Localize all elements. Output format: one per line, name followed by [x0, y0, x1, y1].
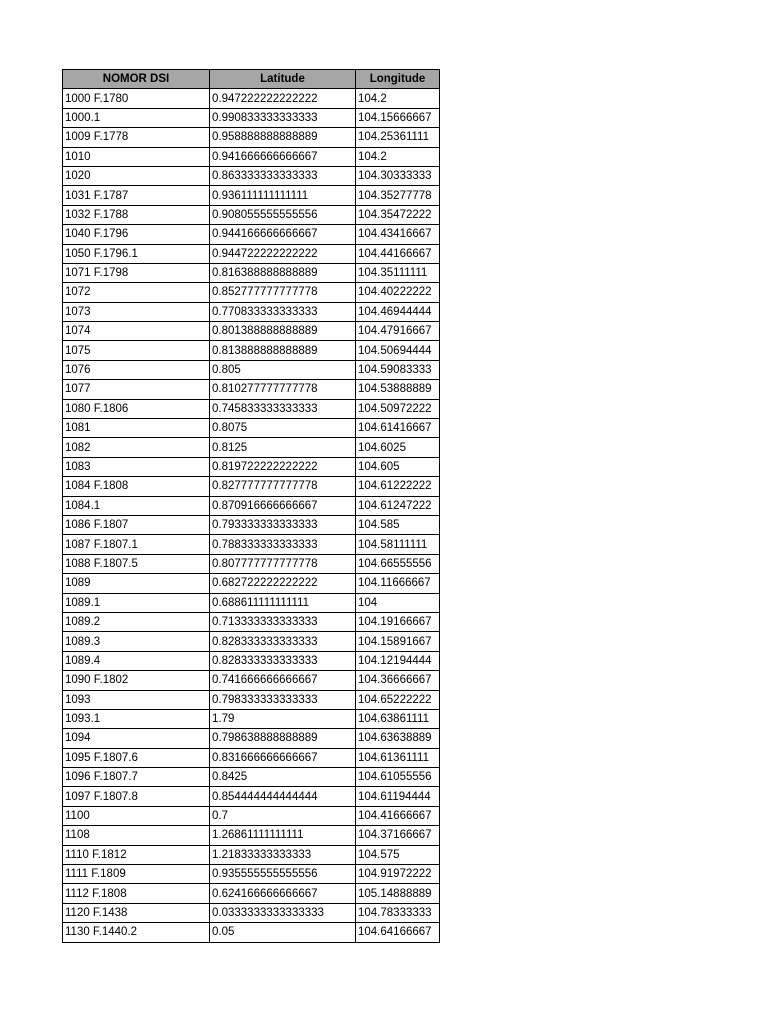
table-row [63, 923, 440, 942]
cell-longitude: 104.35277778 [356, 186, 440, 205]
column-header-longitude: Longitude [356, 70, 440, 89]
cell-longitude: 104.61055556 [356, 768, 440, 787]
cell-latitude: 0.828333333333333 [210, 632, 356, 651]
cell-nomor-dsi: 1031 F.1787 [63, 186, 210, 205]
cell-nomor-dsi: 1090 F.1802 [63, 671, 210, 690]
cell-nomor-dsi: 1082 [63, 438, 210, 457]
header-row [63, 70, 440, 89]
table-row [63, 108, 440, 127]
cell-nomor-dsi: 1075 [63, 341, 210, 360]
cell-latitude: 0.828333333333333 [210, 651, 356, 670]
cell-nomor-dsi: 1077 [63, 380, 210, 399]
cell-longitude: 104.64166667 [356, 923, 440, 942]
cell-nomor-dsi: 1088 F.1807.5 [63, 554, 210, 573]
table-row [63, 690, 440, 709]
cell-longitude: 104.61416667 [356, 419, 440, 438]
cell-longitude: 104.15666667 [356, 108, 440, 127]
cell-longitude: 104.35111111 [356, 263, 440, 282]
cell-nomor-dsi: 1089 [63, 574, 210, 593]
cell-latitude: 0.745833333333333 [210, 399, 356, 418]
cell-latitude: 0.682722222222222 [210, 574, 356, 593]
cell-latitude: 0.770833333333333 [210, 302, 356, 321]
column-header-latitude: Latitude [210, 70, 356, 89]
table-row [63, 147, 440, 166]
cell-latitude: 0.713333333333333 [210, 612, 356, 631]
table-row [63, 244, 440, 263]
cell-latitude: 0.8125 [210, 438, 356, 457]
table-row [63, 787, 440, 806]
cell-longitude: 105.14888889 [356, 884, 440, 903]
cell-longitude: 104.15891667 [356, 632, 440, 651]
cell-latitude: 0.810277777777778 [210, 380, 356, 399]
cell-nomor-dsi: 1074 [63, 322, 210, 341]
table-row [63, 865, 440, 884]
cell-latitude: 0.944722222222222 [210, 244, 356, 263]
cell-latitude: 0.0333333333333333 [210, 903, 356, 922]
cell-longitude: 104.61361111 [356, 748, 440, 767]
cell-nomor-dsi: 1040 F.1796 [63, 225, 210, 244]
cell-nomor-dsi: 1097 F.1807.8 [63, 787, 210, 806]
table-row [63, 826, 440, 845]
table-row [63, 89, 440, 108]
cell-nomor-dsi: 1089.2 [63, 612, 210, 631]
cell-latitude: 0.831666666666667 [210, 748, 356, 767]
cell-latitude: 0.816388888888889 [210, 263, 356, 282]
cell-longitude: 104.19166667 [356, 612, 440, 631]
cell-nomor-dsi: 1089.4 [63, 651, 210, 670]
table-body [63, 89, 440, 942]
cell-longitude: 104.35472222 [356, 205, 440, 224]
cell-latitude: 0.801388888888889 [210, 322, 356, 341]
table-row [63, 341, 440, 360]
cell-latitude: 0.624166666666667 [210, 884, 356, 903]
cell-latitude: 0.741666666666667 [210, 671, 356, 690]
cell-nomor-dsi: 1084 F.1808 [63, 477, 210, 496]
cell-longitude: 104.25361111 [356, 128, 440, 147]
cell-longitude: 104.44166667 [356, 244, 440, 263]
cell-longitude: 104.605 [356, 457, 440, 476]
table-row [63, 845, 440, 864]
table-row [63, 205, 440, 224]
table-row [63, 554, 440, 573]
cell-nomor-dsi: 1111 F.1809 [63, 865, 210, 884]
cell-nomor-dsi: 1112 F.1808 [63, 884, 210, 903]
cell-longitude: 104.63861111 [356, 709, 440, 728]
table-row [63, 535, 440, 554]
cell-nomor-dsi: 1050 F.1796.1 [63, 244, 210, 263]
cell-longitude: 104.40222222 [356, 283, 440, 302]
cell-longitude: 104.50972222 [356, 399, 440, 418]
cell-longitude: 104.61247222 [356, 496, 440, 515]
table-row [63, 593, 440, 612]
cell-longitude: 104.41666667 [356, 806, 440, 825]
cell-longitude: 104.585 [356, 515, 440, 534]
cell-latitude: 0.805 [210, 360, 356, 379]
table-row [63, 225, 440, 244]
table-row [63, 283, 440, 302]
column-header-nomor-dsi: NOMOR DSI [63, 70, 210, 89]
table-row [63, 263, 440, 282]
cell-nomor-dsi: 1020 [63, 166, 210, 185]
table-row [63, 128, 440, 147]
cell-longitude: 104.575 [356, 845, 440, 864]
cell-latitude: 0.05 [210, 923, 356, 942]
cell-latitude: 0.908055555555556 [210, 205, 356, 224]
table-row [63, 438, 440, 457]
cell-latitude: 0.788333333333333 [210, 535, 356, 554]
cell-nomor-dsi: 1081 [63, 419, 210, 438]
table-row [63, 302, 440, 321]
cell-longitude: 104.6025 [356, 438, 440, 457]
cell-longitude: 104.12194444 [356, 651, 440, 670]
cell-longitude: 104.61222222 [356, 477, 440, 496]
table-row [63, 632, 440, 651]
cell-nomor-dsi: 1089.1 [63, 593, 210, 612]
table-row [63, 709, 440, 728]
cell-nomor-dsi: 1032 F.1788 [63, 205, 210, 224]
cell-latitude: 0.798638888888889 [210, 729, 356, 748]
cell-longitude: 104.58111111 [356, 535, 440, 554]
cell-latitude: 0.852777777777778 [210, 283, 356, 302]
cell-latitude: 0.793333333333333 [210, 515, 356, 534]
table-row [63, 903, 440, 922]
cell-latitude: 0.8075 [210, 419, 356, 438]
cell-longitude: 104.36666667 [356, 671, 440, 690]
table-row [63, 360, 440, 379]
cell-latitude: 0.854444444444444 [210, 787, 356, 806]
table-row [63, 884, 440, 903]
cell-nomor-dsi: 1108 [63, 826, 210, 845]
cell-longitude: 104.37166667 [356, 826, 440, 845]
cell-nomor-dsi: 1071 F.1798 [63, 263, 210, 282]
cell-nomor-dsi: 1093 [63, 690, 210, 709]
cell-latitude: 0.7 [210, 806, 356, 825]
spreadsheet-table-container [62, 69, 440, 943]
cell-nomor-dsi: 1096 F.1807.7 [63, 768, 210, 787]
cell-latitude: 0.863333333333333 [210, 166, 356, 185]
cell-latitude: 0.827777777777778 [210, 477, 356, 496]
cell-nomor-dsi: 1076 [63, 360, 210, 379]
table-row [63, 419, 440, 438]
cell-longitude: 104.61194444 [356, 787, 440, 806]
cell-longitude: 104.53888889 [356, 380, 440, 399]
cell-nomor-dsi: 1000.1 [63, 108, 210, 127]
table-row [63, 496, 440, 515]
cell-nomor-dsi: 1110 F.1812 [63, 845, 210, 864]
cell-latitude: 0.8425 [210, 768, 356, 787]
table-row [63, 651, 440, 670]
cell-nomor-dsi: 1084.1 [63, 496, 210, 515]
table-row [63, 748, 440, 767]
cell-latitude: 0.798333333333333 [210, 690, 356, 709]
cell-nomor-dsi: 1094 [63, 729, 210, 748]
cell-latitude: 0.947222222222222 [210, 89, 356, 108]
cell-nomor-dsi: 1000 F.1780 [63, 89, 210, 108]
cell-latitude: 1.79 [210, 709, 356, 728]
cell-nomor-dsi: 1080 F.1806 [63, 399, 210, 418]
cell-longitude: 104.46944444 [356, 302, 440, 321]
cell-latitude: 0.935555555555556 [210, 865, 356, 884]
cell-longitude: 104.65222222 [356, 690, 440, 709]
cell-nomor-dsi: 1130 F.1440.2 [63, 923, 210, 942]
cell-nomor-dsi: 1095 F.1807.6 [63, 748, 210, 767]
table-row [63, 806, 440, 825]
table-row [63, 166, 440, 185]
cell-longitude: 104.59083333 [356, 360, 440, 379]
cell-longitude: 104.43416667 [356, 225, 440, 244]
cell-nomor-dsi: 1120 F.1438 [63, 903, 210, 922]
table-row [63, 186, 440, 205]
cell-longitude: 104.66555556 [356, 554, 440, 573]
cell-longitude: 104.50694444 [356, 341, 440, 360]
cell-latitude: 0.688611111111111 [210, 593, 356, 612]
cell-latitude: 0.958888888888889 [210, 128, 356, 147]
cell-longitude: 104.78333333 [356, 903, 440, 922]
cell-latitude: 0.807777777777778 [210, 554, 356, 573]
cell-nomor-dsi: 1089.3 [63, 632, 210, 651]
table-row [63, 612, 440, 631]
cell-nomor-dsi: 1073 [63, 302, 210, 321]
cell-latitude: 0.936111111111111 [210, 186, 356, 205]
cell-longitude: 104.47916667 [356, 322, 440, 341]
cell-longitude: 104.30333333 [356, 166, 440, 185]
cell-longitude: 104.63638889 [356, 729, 440, 748]
cell-latitude: 0.941666666666667 [210, 147, 356, 166]
cell-nomor-dsi: 1083 [63, 457, 210, 476]
cell-nomor-dsi: 1100 [63, 806, 210, 825]
cell-latitude: 0.870916666666667 [210, 496, 356, 515]
cell-latitude: 0.990833333333333 [210, 108, 356, 127]
cell-longitude: 104.91972222 [356, 865, 440, 884]
cell-longitude: 104 [356, 593, 440, 612]
cell-longitude: 104.2 [356, 147, 440, 166]
cell-latitude: 0.819722222222222 [210, 457, 356, 476]
cell-latitude: 0.944166666666667 [210, 225, 356, 244]
cell-nomor-dsi: 1072 [63, 283, 210, 302]
table-row [63, 729, 440, 748]
cell-latitude: 1.21833333333333 [210, 845, 356, 864]
cell-nomor-dsi: 1010 [63, 147, 210, 166]
table-row [63, 380, 440, 399]
cell-nomor-dsi: 1093.1 [63, 709, 210, 728]
table-row [63, 457, 440, 476]
table-row [63, 574, 440, 593]
table-row [63, 322, 440, 341]
cell-nomor-dsi: 1009 F.1778 [63, 128, 210, 147]
table-row [63, 768, 440, 787]
cell-longitude: 104.11666667 [356, 574, 440, 593]
table-row [63, 399, 440, 418]
table-row [63, 477, 440, 496]
table-row [63, 671, 440, 690]
cell-latitude: 0.813888888888889 [210, 341, 356, 360]
cell-longitude: 104.2 [356, 89, 440, 108]
coordinates-table [62, 69, 440, 943]
table-row [63, 515, 440, 534]
cell-latitude: 1.26861111111111 [210, 826, 356, 845]
cell-nomor-dsi: 1087 F.1807.1 [63, 535, 210, 554]
cell-nomor-dsi: 1086 F.1807 [63, 515, 210, 534]
